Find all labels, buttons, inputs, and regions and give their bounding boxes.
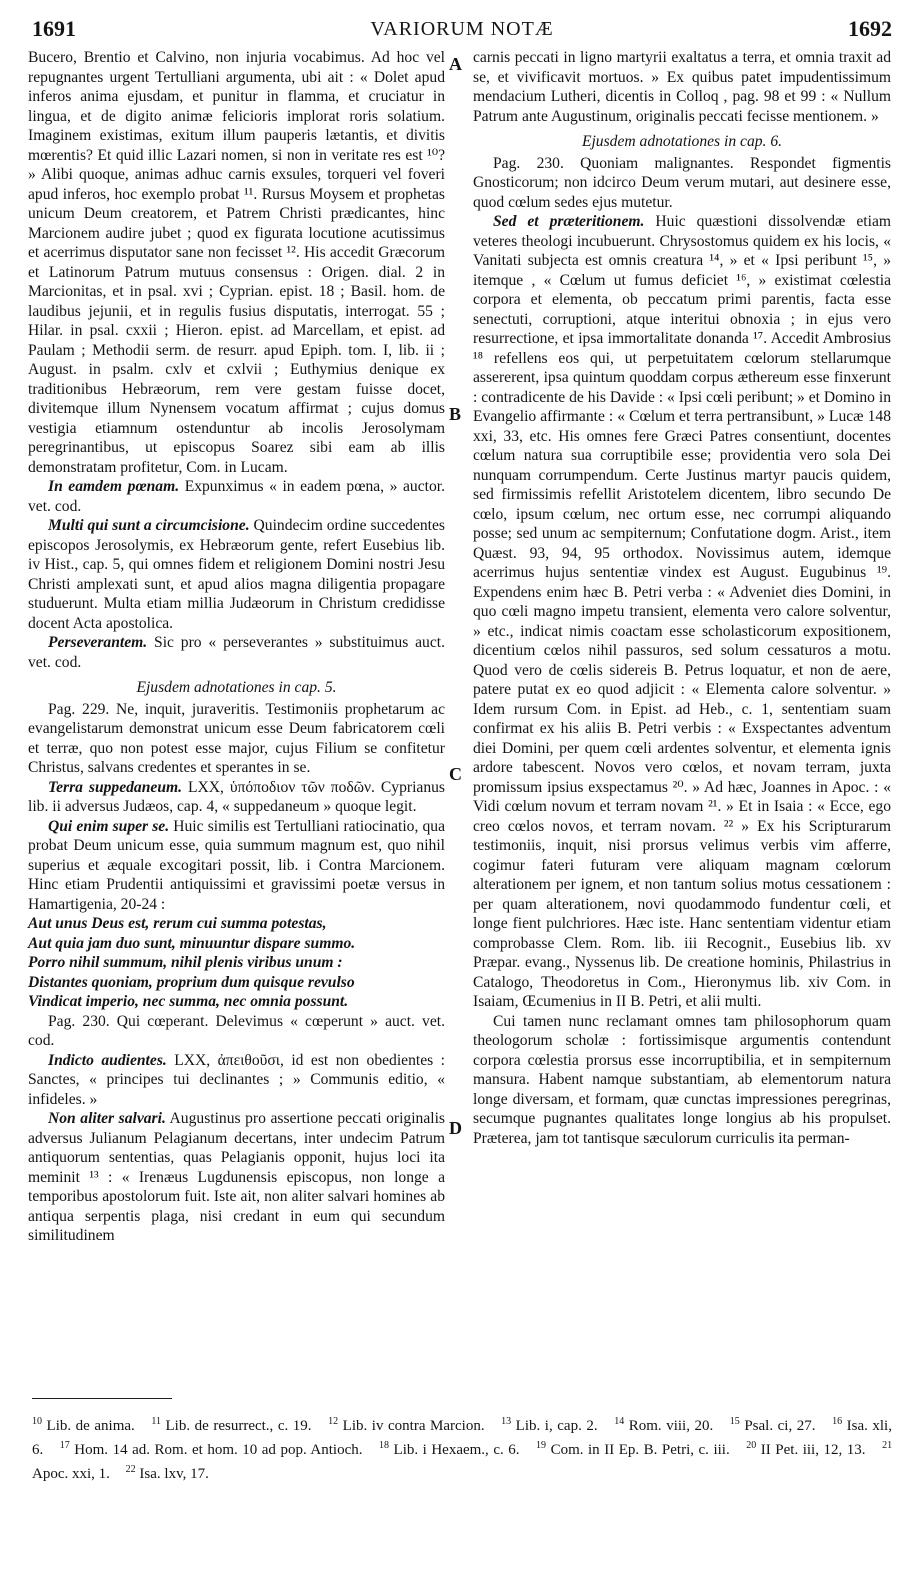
- page-number-right: 1692: [848, 16, 892, 41]
- footnote-text: Hom. 14 ad. Rom. et hom. 10 ad pop. Antioch.: [69, 1442, 363, 1458]
- footnote: [379, 1442, 520, 1458]
- paragraph: [28, 1109, 445, 1246]
- running-title: VARIORUM NOTÆ: [370, 18, 554, 40]
- note-text: LXX, ἀπειθοῦσι, id est non obedientes : Sanctes, « principes tui declinantes ; » Communis editio, « infideles. »: [28, 1051, 445, 1108]
- footnote-text: Lib. i Hexaem., c. 6.: [389, 1442, 520, 1458]
- paragraph: [28, 477, 445, 516]
- footnote: [32, 1418, 135, 1434]
- lemma: Perseverantem.: [48, 634, 148, 651]
- footnote-number: 10: [32, 1416, 42, 1427]
- verse-line: Distantes quoniam, proprium dum quisque revulso: [28, 973, 355, 991]
- margin-marker-a: A: [449, 54, 462, 74]
- footnote: [126, 1466, 209, 1482]
- footnote-number: 14: [614, 1416, 625, 1427]
- lemma: Sed et præteritionem.: [493, 213, 645, 230]
- footnote-rule: [32, 1398, 172, 1399]
- footnote-number: 21: [882, 1440, 893, 1451]
- right-column: [473, 48, 891, 1148]
- footnote: [730, 1418, 816, 1434]
- note-text: Augustinus pro assertione peccati originalis adversus Julianum Pelagianum decertans, inter undecim Patrum antiquorum sententias, quas Pelagianis opponit, hujus loci ita meminit ¹³ : « Irenæus Lugdunensis episcopus, non longe a temporibus apostolorum fuit. Iste ait, non aliter salvari homines ab antiqua serpentis plaga, nisi credant in eum qui secundum similitudinem: [28, 1110, 445, 1244]
- footnote-text: Psal. ci, 27.: [739, 1418, 816, 1434]
- paragraph: [28, 516, 445, 633]
- lemma: Terra suppedaneum.: [48, 778, 183, 796]
- footnote-number: 16: [832, 1416, 843, 1427]
- note-text: Sic pro « perseverantes » substituimus auct. vet. cod.: [28, 634, 445, 671]
- footnote-text: Lib. iv contra Marcion.: [338, 1418, 485, 1434]
- footnote-text: Com. in II Ep. B. Petri, c. iii.: [546, 1442, 730, 1458]
- lemma: In eamdem pœnam.: [48, 478, 180, 495]
- paragraph: [28, 778, 445, 817]
- lemma: Indicto audientes.: [48, 1051, 167, 1069]
- footnote-number: 18: [379, 1440, 390, 1451]
- footnote-number: 11: [151, 1416, 161, 1427]
- footnote-number: 17: [59, 1440, 70, 1451]
- paragraph: Pag. 230. Qui cœperant. Delevimus « cœperunt » auct. vet. cod.: [28, 1012, 445, 1049]
- note-text: Expunximus « in eadem pœna, » auctor. vet. cod.: [28, 478, 445, 515]
- footnote-number: 13: [501, 1416, 512, 1427]
- margin-marker-c: C: [449, 764, 462, 784]
- verse-line: Aut quia jam duo sunt, minuuntur dispare summo.: [28, 934, 356, 952]
- paragraph: carnis peccati in ligno martyrii exaltatus a terra, et omnia traxit ad se, et vivificavit mortuos. » Ex quibus patet impudentissimum mendacium Lutheri, dicentis in Colloq , pag. 98 et 99 : « Nullum Patrum ante Augustinum, originalis peccati fecisse mentionem. »: [473, 49, 891, 125]
- verse-line: Vindicat imperio, nec summa, nec omnia possunt.: [28, 993, 349, 1010]
- footnote-text: Isa. xli, 6.: [32, 1418, 892, 1458]
- page-header: [32, 14, 892, 44]
- paragraph: [28, 817, 445, 915]
- margin-marker-b: B: [449, 404, 462, 424]
- paragraph: Bucero, Brentio et Calvino, non injuria vocabimus. Ad hoc vel repugnantes urgent Tertulliani argumenta, ubi ait : « Dolet apud inferos anima ejusdam, et punitur in flamma, et cruciatur in lingua, et de digito animæ felicioris implorat roris solatium. Imaginem existimas, exitum illum pauperis lætantis, et divitis mœrentis? Et quid illic Lazari nomen, si non in veritate res est ¹⁰? » Alibi quoque, animas adhuc carnis exsules, torqueri vel foveri apud inferos, hoc exemplo probat ¹¹. Rursus Moysem et prophetas unicum Deum creatorem, et Patrem Christi prædicantes, hinc Marcionem audire jubet ; quod ex figurata locutione acutissimus et acerrimus disputator sane non fecisset ¹². His accedit Græcorum et Latinorum Patrum mutuus consensus : Origen. dial. 2 in Marcionitas, et in psal. xvi ; Cyprian. epist. 18 ; Basil. hom. de laudibus jejunii, et in regulis fusius disputatis, interrogat. 55 ; Hilar. in psal. cxxii ; Hieron. epist. ad Marcellam, et epist. ad Paulam ; Methodii serm. de resurr. apud Epiph. tom. I, lib. ii ; August. in psalm. cxlv et cxlvii ; Euthymius denique ex traditionibus Hebræorum, rem vere gestam fuisse docet, divitemque illum Nynensem vocatum affirmat ; cujus domus vestigia etiamnum ostenduntur ab incolis Jerosolymam peregrinantibus, ut episcopus Soarez sibi eam ab illis demonstratam profitetur, Com. in Lucam.: [28, 49, 445, 476]
- margin-marker-d: D: [449, 1118, 462, 1138]
- footnote: [614, 1418, 713, 1434]
- footnote-text: II Pet. iii, 12, 13.: [756, 1442, 866, 1458]
- footnote: [501, 1418, 598, 1434]
- note-text: LXX, ὑπόποδιον τῶν ποδῶν. Cyprianus lib. ii adversus Judæos, cap. 4, « suppedaneum » quoque legit.: [28, 778, 445, 815]
- lemma: Multi qui sunt a circumcisione.: [48, 517, 250, 534]
- footnote: [328, 1418, 484, 1434]
- footnote-number: 15: [729, 1416, 740, 1427]
- footnote-number: 19: [536, 1440, 547, 1451]
- paragraph: Cui tamen nunc reclamant omnes tam philosophorum quam theologorum scholæ : fortissimisque argumentis contendunt corpora cœlestia prorsus esse incorruptibilia, et in sempiternum mansura. Habent namque substantiam, ab elementorum natura longe diversam, et formam, quæ cunctas impressiones peregrinas, secumque pugnantes qualitates longe longius ab his propulset. Præterea, jam tot tantisque sæculorum curriculis ita perman-: [473, 1012, 891, 1147]
- verse-line: Aut unus Deus est, rerum cui summa potestas,: [28, 915, 327, 932]
- paragraph: [28, 633, 445, 672]
- lemma: Qui enim super se.: [48, 817, 170, 835]
- footnote-number: 12: [328, 1416, 339, 1427]
- footnote: [746, 1442, 865, 1458]
- paragraph: [28, 1051, 445, 1110]
- lemma: Non aliter salvari.: [48, 1110, 166, 1127]
- footnote-text: Isa. lxv, 17.: [135, 1466, 209, 1482]
- footnote-number: 22: [125, 1464, 136, 1475]
- section-heading: Ejusdem adnotationes in cap. 6.: [581, 133, 783, 150]
- footnote-number: 20: [746, 1440, 757, 1451]
- footnote: [151, 1418, 311, 1434]
- paragraph: [473, 212, 891, 1012]
- footnote-text: Apoc. xxi, 1.: [32, 1466, 110, 1482]
- footnote-text: Lib. de anima.: [42, 1418, 135, 1434]
- note-text: Quindecim ordine succedentes episcopos Jerosolymis, ex Hebræorum gente, refert Eusebius lib. iv Hist., cap. 5, qui omnes fidem et religionem Domini nostri Jesu Christi amplexati sunt, et apud alios magna diligentia propagare studuerunt. Multa etiam millia Judæorum in Christum credidisse docent Acta apostolica.: [28, 517, 445, 632]
- note-text: Huic quæstioni dissolvendæ etiam veteres theologi incubuerunt. Chrysostomus quidem ex his locis, « Vanitati subjecta est omnis creatura ¹⁴, » et « Ipsi peribunt ¹⁵, » itemque , « Cœlum ut fumus deficiet ¹⁶, » existimat cœlestia corpora et elementa, ob peccatum primi parentis, facta esse senectuti, corruptioni, atque interitui obnoxia ; in ejus vero resurrectione, et ipsa immortalitate donanda ¹⁷. Accedit Ambrosius ¹⁸ refellens eos qui, ut perpetuitatem cœlorum stellarumque assererent, ipsa quintum quoddam corpus æthereum esse finxerunt : contradicente de his Davide : « Ipsi cœli peribunt; » et Domino in Evangelio affirmante : « Cœlum et terra pertransibunt, » Lucæ 148 xxi, 33, etc. His omnes fere Græci Patres consentiunt, docentes cœlum natura sua corruptibile esse; providentia vero sola Dei nunquam corrumpendum. Certe Justinus martyr paucis quidem, sed firmissimis refellit Aristotelem dicentem, libro secundo De cœlo, ipsum cœlum, nec ortum esse, nec corrumpi aliquando posse; sed unum ac sempiternum; Confutatione dogm. Arist., item Quæst. 93, 94, 95 orthodox. Novissimus autem, idemque acerrimus hujus sententiæ vindex est August. Eugubinus ¹⁹. Expendens enim hæc B. Petri verba : « Adveniet dies Domini, in quo cœli magno impetu transient, elementa vero calore solventur, » etc., indicat nimis coactam esse scholasticorum expositionem, dicentium cœlos nihil passuros, sed solum cessaturos a motu. Quod vero de cœlis sidereis B. Petrus loquatur, et non de aere, patere putat ex eo quod adjicit : « Elementa calore solventur. » Idem rursum Com. in Epist. ad Heb., c. 1, sententiam suam confirmat ex his aliis B. Petri verbis : « Exspectantes adventum diei Domini, per quem cœli ardentes solventur, et elementa ignis ardore tabescent. Novos vero cœlos, et novam terram, juxta promissum ipsius exspectamus ²⁰. » Ad hæc, Joannes in Apoc. : « Vidi cœlum novum et terram novam ²¹. » Et in Isaia : « Ecce, ego creo cœlos novos, et terram novam. ²² » Ex his Scripturarum testimoniis, inquit, nisi prorsus velimus verbis vim afferre, cogimur fateri futuram vere aliquam magnam cœlorum alterationem per ignem, et non tantum solius motus cessationem : per quam alterationem, novi quodammodo fundentur cœli, et longe fient pulchriores. Hæc iste. Hanc sententiam videntur etiam comprobasse Clem. Rom. lib. iii Recognit., Eusebius lib. xv Præpar. evang., Nyssenus lib. De creatione hominis, Philastrius in Catalogo, Theodoretus in Com., Hieronymus lib. xiv Com. in Isaiam, Œcumenius in II B. Petri, et alii multi.: [473, 213, 891, 1010]
- footnote: [536, 1442, 730, 1458]
- footnote-text: Rom. viii, 20.: [624, 1418, 714, 1434]
- page-number-left: 1691: [32, 16, 76, 41]
- note-text: Huic similis est Tertulliani ratiocinatio, qua probat Deum unicum esse, quia summum magnum est, quo nihil superius et æquale excogitari possit, lib. i Contra Marcionem. Hinc etiam Prudentii antiquissimi et gravissimi poetæ versus in Hamartigenia, 20-24 :: [28, 817, 445, 913]
- section-heading: Ejusdem adnotationes in cap. 5.: [136, 679, 337, 696]
- left-column: [28, 48, 445, 1246]
- paragraph: Pag. 230. Quoniam malignantes. Respondet figmentis Gnosticorum; non idcirco Deum verum mutari, aut desinere esse, quod cœlum sedes ejus mutetur.: [473, 154, 891, 211]
- paragraph: Pag. 229. Ne, inquit, juraveritis. Testimoniis prophetarum ac evangelistarum demonstrat unicum esse Deum fabricatorem cœli et terræ, quo non potest esse major, cujus Filium se confitetur Christus, salvans credentes et sperantes in se.: [28, 700, 445, 776]
- verse-line: Porro nihil summum, nihil plenis viribus unum :: [28, 954, 343, 971]
- footnote-text: Lib. de resurrect., c. 19.: [160, 1418, 312, 1434]
- footnotes: [32, 1412, 892, 1484]
- footnote: [60, 1442, 363, 1458]
- footnote-text: Lib. i, cap. 2.: [511, 1418, 598, 1434]
